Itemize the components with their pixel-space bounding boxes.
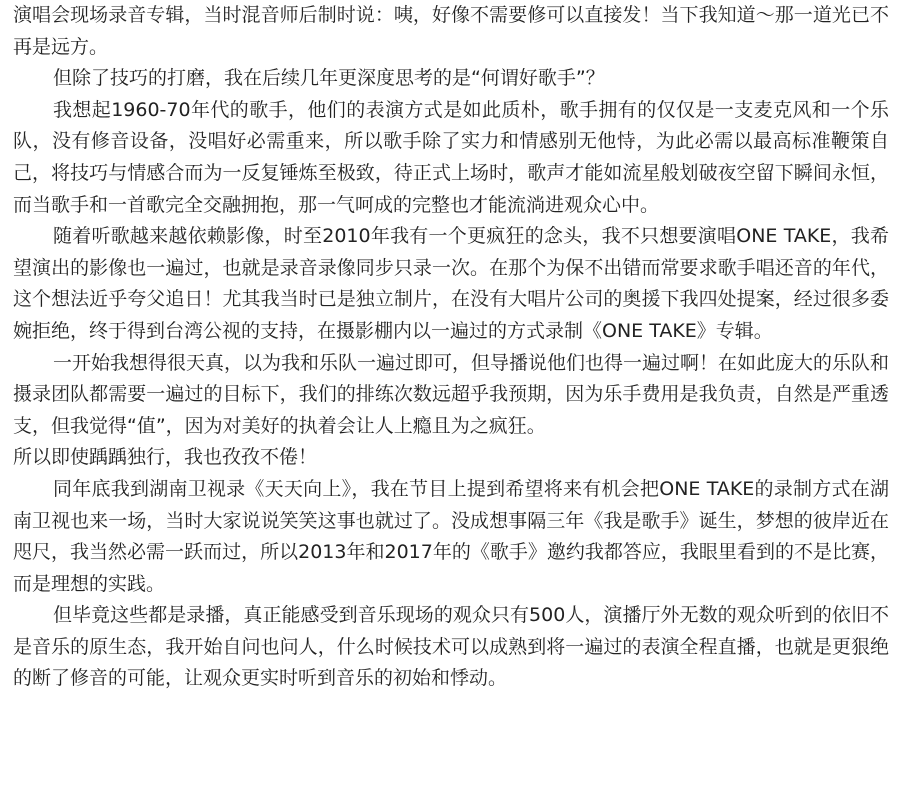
article-body xyxy=(13,0,889,695)
paragraph-1: 演唱会现场录音专辑，当时混音师后制时说：咦，好像不需要修可以直接发！当下我知道～那一道光已不再是远方。 xyxy=(13,4,889,58)
paragraph-5: 一开始我想得很天真，以为我和乐队一遍过即可，但导播说他们也得一遍过啊！在如此庞大的乐队和摄录团队都需要一遍过的目标下，我们的排练次数远超乎我预期，因为乐手费用是我负责，自然是严重透支，但我觉得“值”，因为对美好的执着会让人上瘾且为之疯狂。 xyxy=(13,351,890,437)
paragraph-8: 但毕竟这些都是录播，真正能感受到音乐现场的观众只有500人，演播厅外无数的观众听到的依旧不是音乐的原生态，我开始自问也问人，什么时候技术可以成熟到将一遍过的表演全程直播，也就是更狠绝的断了修音的可能，让观众更实时听到音乐的初始和悸动。 xyxy=(13,604,889,690)
paragraph-2: 但除了技巧的打磨，我在后续几年更深度思考的是“何谓好歌手”？ xyxy=(53,67,605,90)
paragraph-4: 随着听歌越来越依赖影像，时至2010年我有一个更疯狂的念头，我不只想要演唱ONE TAKE，我希望演出的影像也一遍过，也就是录音录像同步只录一次。在那个为保不出错而常要求歌手唱还音的年代，这个想法近乎夸父追日！尤其我当时已是独立制片，在没有大唱片公司的奥援下我四处提案，经过很多委婉拒绝，终于得到台湾公视的支持，在摄影棚内以一遍过的方式录制《ONE TAKE》专辑。 xyxy=(13,225,889,342)
paragraph-7: 同年底我到湖南卫视录《天天向上》，我在节目上提到希望将来有机会把ONE TAKE的录制方式在湖南卫视也来一场，当时大家说说笑笑这事也就过了。没成想事隔三年《我是歌手》诞生，梦想的彼岸近在咫尺，我当然必需一跃而过，所以2013年和2017年的《歌手》邀约我都答应，我眼里看到的不是比赛，而是理想的实践。 xyxy=(13,477,889,595)
paragraph-3: 我想起1960-70年代的歌手，他们的表演方式是如此质朴，歌手拥有的仅仅是一支麦克风和一个乐队，没有修音设备，没唱好必需重来，所以歌手除了实力和情感别无他恃，为此必需以最高标准鞭策自己，将技巧与情感合而为一反复锤炼至极致，待正式上场时，歌声才能如流星般划破夜空留下瞬间永恒，而当歌手和一首歌完全交融拥抱，那一气呵成的完整也才能流淌进观众心中。 xyxy=(13,98,889,216)
paragraph-6: 所以即使踽踽独行，我也孜孜不倦！ xyxy=(13,446,318,469)
